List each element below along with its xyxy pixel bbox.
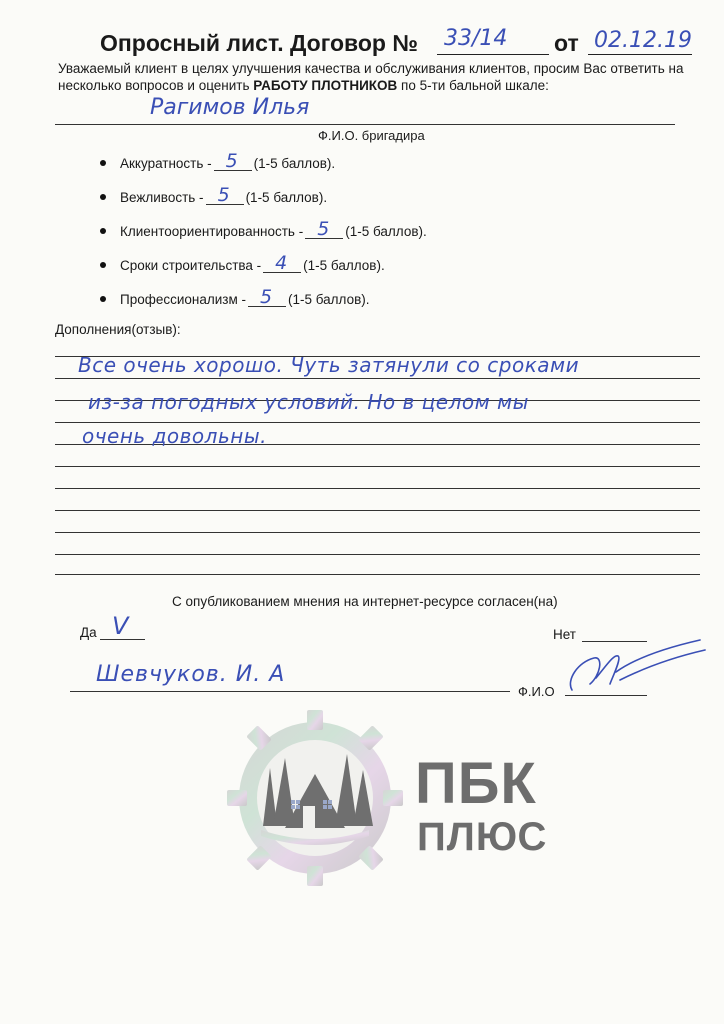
intro-text <box>58 60 698 94</box>
rating-value: 5 <box>225 150 238 172</box>
review-line <box>55 574 700 575</box>
review-text-line: очень довольны. <box>82 424 267 448</box>
contract-number: 33/14 <box>444 26 508 51</box>
gear-tree-logo-icon <box>225 708 405 888</box>
fio-label: Ф.И.О <box>518 684 555 699</box>
review-line <box>55 466 700 467</box>
client-name: Шевчуков. И. А <box>96 662 286 687</box>
intro-part-1: Уважаемый клиент в целях улучшения качества и обслуживания клиентов, просим Вас ответить на несколько вопросов и оценить <box>58 61 684 93</box>
rating-item <box>100 286 370 308</box>
rating-field[interactable] <box>206 184 244 206</box>
company-logo <box>225 708 548 893</box>
rating-field[interactable] <box>248 286 286 308</box>
foreman-name: Рагимов Илья <box>150 95 310 120</box>
bullet-icon <box>100 228 106 234</box>
rating-label: Профессионализм - <box>120 292 246 307</box>
contract-date: 02.12.19 <box>594 28 692 53</box>
client-name-line <box>70 691 510 692</box>
rating-item <box>100 218 427 240</box>
rating-field[interactable] <box>263 252 301 274</box>
foreman-caption: Ф.И.О. бригадира <box>318 128 425 143</box>
rating-suffix: (1-5 баллов). <box>345 224 427 239</box>
logo-text-line1: ПБК <box>415 751 537 816</box>
bullet-icon <box>100 194 106 200</box>
bullet-icon <box>100 262 106 268</box>
review-text-line: из-за погодных условий. Но в целом мы <box>88 390 529 414</box>
rating-value: 5 <box>317 218 330 240</box>
bullet-icon <box>100 160 106 166</box>
bullet-icon <box>100 296 106 302</box>
review-line <box>55 378 700 379</box>
yes-label: Да <box>80 625 97 640</box>
review-text-line: Все очень хорошо. Чуть затянули со сроками <box>78 353 580 377</box>
review-line <box>55 510 700 511</box>
review-label: Дополнения(отзыв): <box>55 322 181 337</box>
review-line <box>55 554 700 555</box>
rating-label: Аккуратность - <box>120 156 212 171</box>
rating-suffix: (1-5 баллов). <box>253 156 336 171</box>
date-line <box>588 54 692 55</box>
logo-text-line2: ПЛЮС <box>417 815 548 859</box>
rating-suffix: (1-5 баллов). <box>287 292 370 307</box>
rating-suffix: (1-5 баллов). <box>303 258 385 273</box>
consent-question: С опубликованием мнения на интернет-ресурсе согласен(на) <box>172 594 558 609</box>
rating-label: Сроки строительства - <box>120 258 262 273</box>
rating-label: Клиентоориентированность - <box>120 224 304 239</box>
no-label: Нет <box>553 627 576 642</box>
rating-label: Вежливость - <box>120 190 204 205</box>
page-title <box>100 30 418 57</box>
intro-part-2: по 5-ти бальной шкале: <box>397 78 549 93</box>
rating-field[interactable] <box>305 218 343 240</box>
rating-value: 5 <box>259 286 273 308</box>
review-line <box>55 532 700 533</box>
title-prefix: Опросный лист. Договор № <box>100 30 419 56</box>
signature-icon <box>560 632 710 704</box>
rating-value: 4 <box>275 252 288 274</box>
intro-highlight: РАБОТУ ПЛОТНИКОВ <box>253 78 398 93</box>
rating-item <box>100 184 328 206</box>
rating-suffix: (1-5 баллов). <box>245 190 328 205</box>
rating-item <box>100 252 385 274</box>
rating-item <box>100 150 336 172</box>
yes-mark[interactable]: V <box>112 612 129 640</box>
rating-value: 5 <box>217 184 230 206</box>
rating-field[interactable] <box>214 150 252 172</box>
foreman-line <box>55 124 675 125</box>
contract-number-line <box>437 54 549 55</box>
review-line <box>55 422 700 423</box>
date-prefix: от <box>554 30 579 56</box>
review-line <box>55 488 700 489</box>
